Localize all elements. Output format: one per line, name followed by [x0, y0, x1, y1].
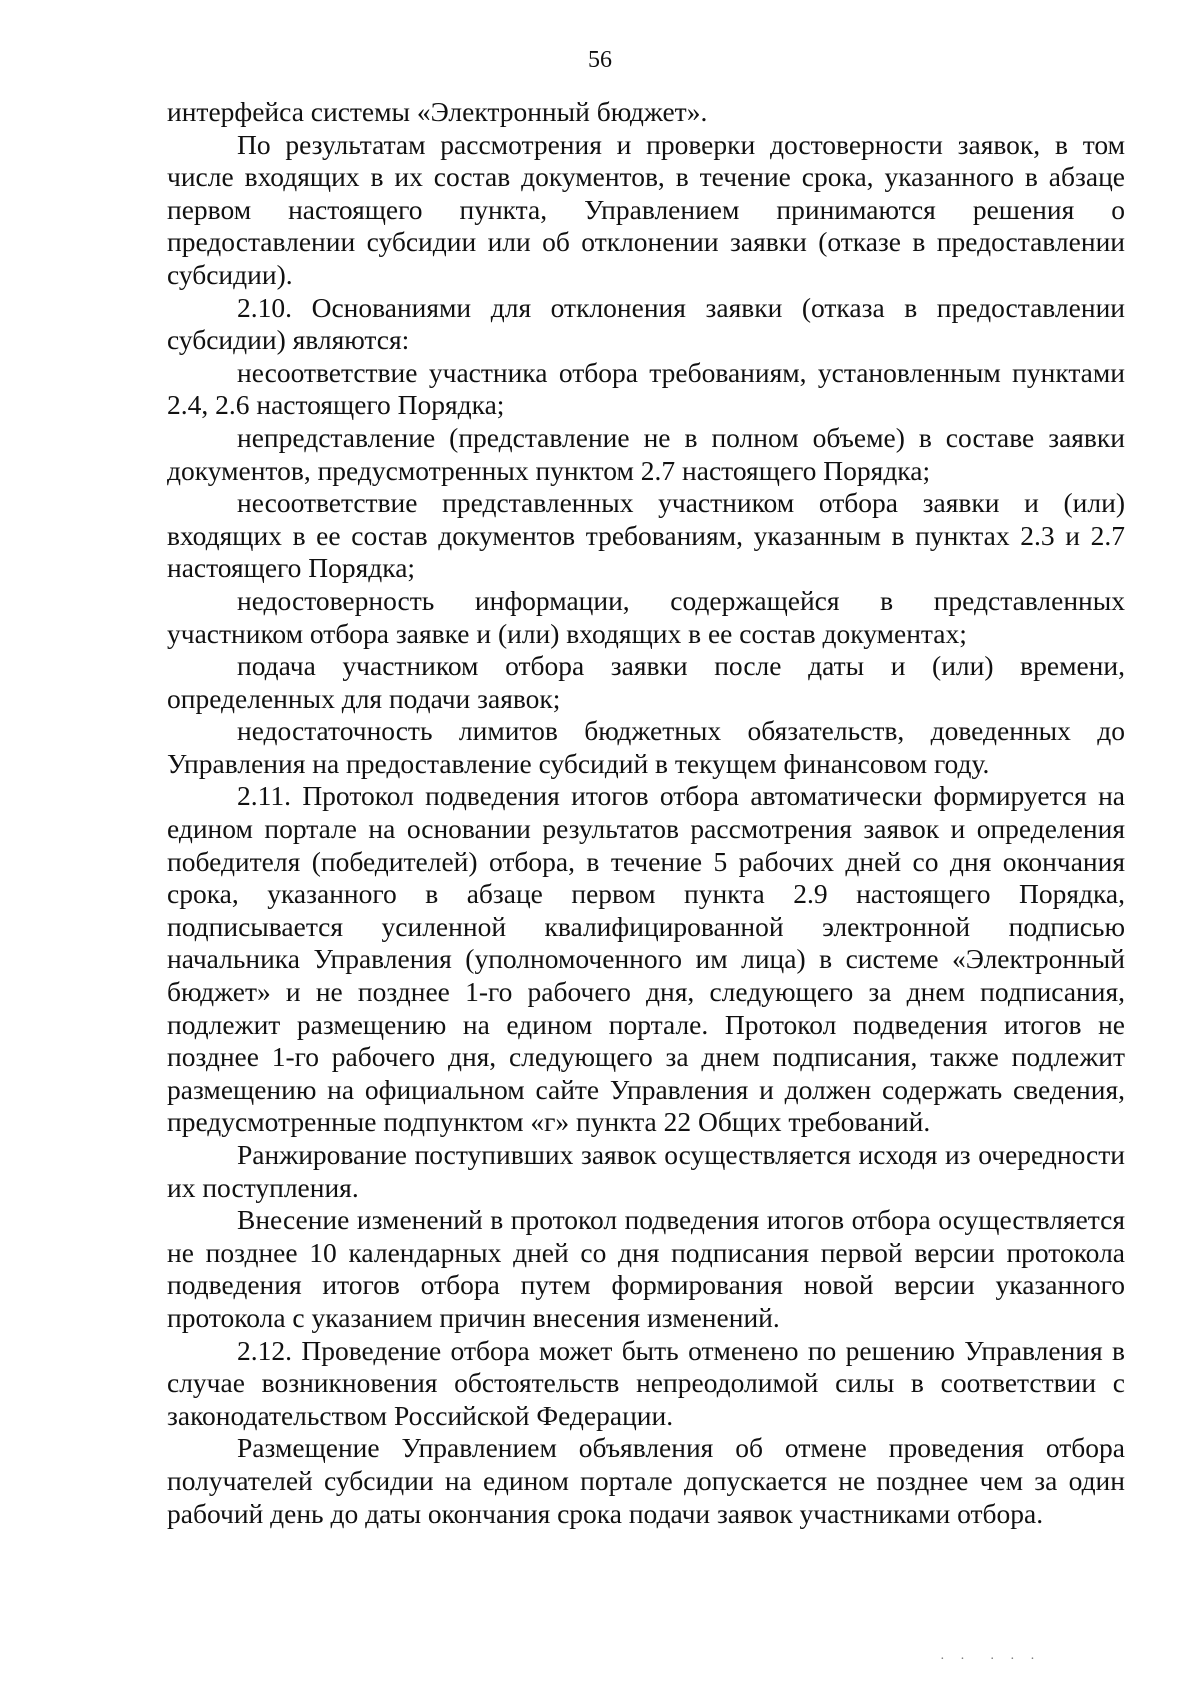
paragraph-ground-nonconformity: несоответствие участника отбора требованиям, установленным пунктами 2.4, 2.6 настоящего Порядка; [167, 356, 1125, 421]
paragraph-ground-insufficient-limits: недостаточность лимитов бюджетных обязательств, доведенных до Управления на предоставление субсидий в текущем финансовом году. [167, 715, 1125, 779]
paragraph-ground-requirements: несоответствие представленных участником отбора заявки и (или) входящих в ее состав документов требованиям, указанным в пунктах 2.3 и 2.7 настоящего Порядка; [167, 487, 1125, 584]
paragraph-protocol-changes: Внесение изменений в протокол подведения итогов отбора осуществляется не позднее 10 календарных дней со дня подписания первой версии протокола подведения итогов отбора путем формирования новой версии указанного протокола с указанием причин внесения изменений. [167, 1204, 1125, 1333]
paragraph-ground-unreliable-info: недостоверность информации, содержащейся в представленных участником отбора заявке и (или) входящих в ее состав документах; [167, 584, 1125, 649]
paragraph-ground-missing-documents: непредставление (представление не в полном объеме) в составе заявки документов, предусмотренных пунктом 2.7 настоящего Порядка; [167, 421, 1125, 486]
paragraph-2-11-protocol: 2.11. Протокол подведения итогов отбора автоматически формируется на едином портале на основании результатов рассмотрения заявок и определения победителя (победителей) отбора, в течение 5 рабочих дней со дня окончания срока, указанного в абзаце первом пункта 2.9 настоящего Порядка, подписывается усиленной квалифицированной электронной подписью начальника Управления (уполномоченного им лица) в системе «Электронный бюджет» и не позднее 1-го рабочего дня, следующего за днем подписания, подлежит размещению на едином портале. Протокол подведения итогов не позднее 1-го рабочего дня, следующего за днем подписания, также подлежит размещению на официальном сайте Управления и должен содержать сведения, предусмотренные подпунктом «г» пункта 22 Общих требований. [167, 780, 1125, 1138]
paragraph-2-12-cancellation: 2.12. Проведение отбора может быть отменено по решению Управления в случае возникновения обстоятельств непреодолимой силы в соответствии с законодательством Российской Федерации. [167, 1334, 1125, 1431]
paragraph-continuation: интерфейса системы «Электронный бюджет». [167, 96, 708, 127]
page-number: 56 [588, 47, 612, 73]
scan-specks: · · · · · [940, 1652, 1041, 1667]
document-body [167, 96, 1125, 1530]
paragraph-review-results: По результатам рассмотрения и проверки достоверности заявок, в том числе входящих в их состав документов, в течение срока, указанного в абзаце первом настоящего пункта, Управлением принимаются решения о предоставлении субсидии или об отклонении заявки (отказе в предоставлении субсидии). [167, 128, 1125, 290]
paragraph-ranking: Ранжирование поступивших заявок осуществляется исходя из очередности их поступления. [167, 1139, 1125, 1203]
paragraph-2-10-heading: 2.10. Основаниями для отклонения заявки (отказа в предоставлении субсидии) являются: [167, 291, 1125, 356]
paragraph-cancellation-notice: Размещение Управлением объявления об отмене проведения отбора получателей субсидии на едином портале допускается не позднее чем за один рабочий день до даты окончания срока подачи заявок участниками отбора. [167, 1432, 1125, 1529]
paragraph-ground-late-submission: подача участником отбора заявки после даты и (или) времени, определенных для подачи заявок; [167, 650, 1125, 714]
